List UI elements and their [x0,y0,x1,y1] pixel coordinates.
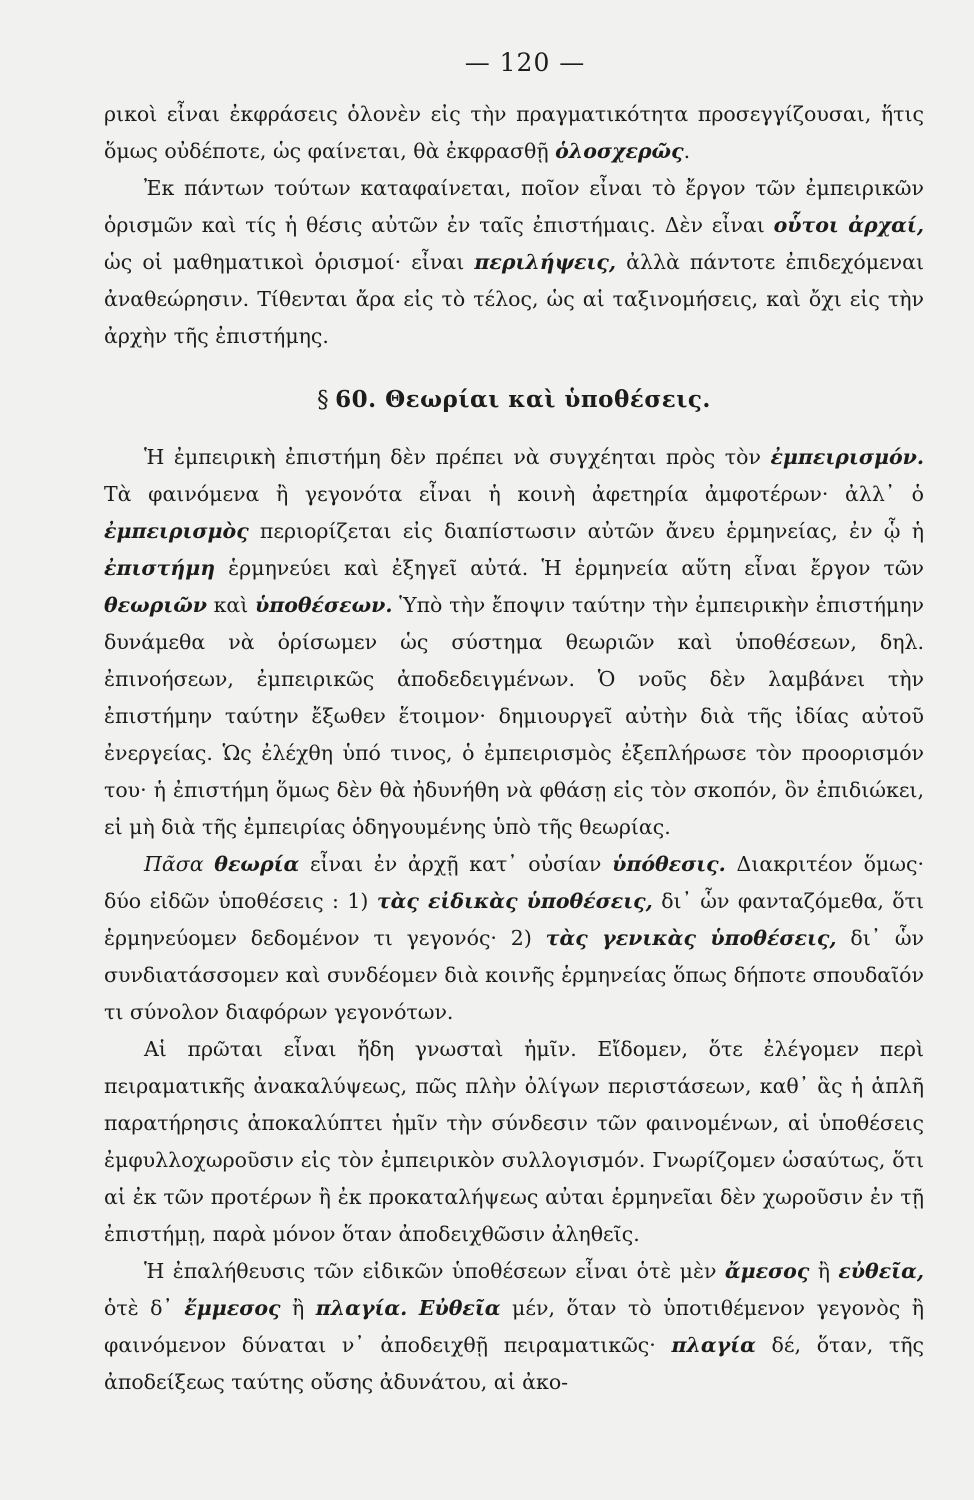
section-heading [104,381,924,419]
emphasized-term: ἔμμεσος [184,1296,281,1320]
emphasized-term: θεωρία [214,852,300,876]
text-run: Ἡ ἐμπειρικὴ ἐπιστήμη δὲν πρέπει νὰ συγχέηται πρὸς τὸν [144,445,771,469]
text-run: ὁτὲ δ᾽ [104,1296,185,1320]
emphasized-term: ἄμεσος [724,1259,810,1283]
text-run: μέν, ὅταν τὸ ὑποτιθέμενον γεγονὸς ἢ φαινόμενον δύναται ν᾽ ἀποδειχθῇ πειραματικῶς· [104,1296,924,1357]
text-run [204,852,215,876]
emphasized-term: οὗτοι ἀρχαί, [773,213,924,237]
emphasized-term: πλαγία. [315,1296,408,1320]
text-run: δέ, ὅταν, τῆς ἀποδείξεως ταύτης οὔσης ἀδυνάτου, αἱ ἀκο- [104,1333,924,1394]
text-run: περιορίζεται εἰς διαπίστωσιν αὐτῶν ἄνευ ἑρμηνείας, ἐν ᾧ ἡ [248,519,924,543]
emphasized-term: εὐθεῖα, [838,1259,924,1283]
text-run: δι᾽ ὧν συνδιατάσσομεν καὶ συνδέομεν διὰ κοινῆς ἑρμηνείας ὅπως δήποτε σπουδαῖόν τι σύνολον διαφόρων γεγονότων. [104,926,925,1024]
emphasized-term: ἐπιστήμη [104,556,216,580]
paragraph [104,96,924,170]
emphasized-term: ἐμπειρισμόν. [770,445,924,469]
emphasized-term: πλαγία [671,1333,756,1357]
emphasized-term: ὁλοσχερῶς [555,139,684,163]
text-run: ὡς οἱ μαθηματικοὶ ὁρισμοί· εἶναι [104,250,475,274]
paragraph [104,170,924,355]
emphasized-term: ὑποθέσεων. [254,593,393,617]
paragraph [104,1031,924,1253]
paragraph [104,1253,924,1401]
emphasized-term: ἐμπειρισμὸς [104,519,249,543]
text-run: ἢ [280,1296,316,1320]
emphasized-term: θεωριῶν [104,593,207,617]
text-run: καὶ [206,593,255,617]
text-run: ἀλλὰ πάντοτε ἐπιδεχόμεναι ἀναθεώρησιν. Τίθενται ἄρα εἰς τὸ τέλος, ὡς αἱ ταξινομήσεις, καὶ ὄχι εἰς τὴν ἀρχὴν τῆς ἐπιστήμης. [104,250,924,348]
text-run: ἢ [809,1259,839,1283]
text-run [407,1296,419,1320]
paragraph [104,846,924,1031]
text-run: Ἐκ πάντων τούτων καταφαίνεται, ποῖον εἶναι τὸ ἔργον τῶν ἐμπειρικῶν ὁρισμῶν καὶ τίς ἡ θέσις αὐτῶν ἐν ταῖς ἐπιστήμαις. Δὲν εἶναι [104,176,924,237]
text-run: ρικοὶ εἶναι ἐκφράσεις ὁλονὲν εἰς τὴν πραγματικότητα προσεγγίζουσαι, ἥτις ὅμως οὐδέποτε, ὡς φαίνεται, θὰ ἐκφρασθῇ [104,102,924,163]
text-run: Ὑπὸ τὴν ἔποψιν ταύτην τὴν ἐμπειρικὴν ἐπιστήμην δυνάμεθα νὰ ὁρίσωμεν ὡς σύστημα θεωριῶν καὶ ὑποθέσεων, δηλ. ἐπινοήσεων, ἐμπειρικῶς ἀποδεδειγμένων. Ὁ νοῦς δὲν λαμβάνει τὴν ἐπιστήμην ταύτην ἔξωθεν ἕτοιμον· δημιουργεῖ αὐτὴν διὰ τῆς ἰδίας αὐτοῦ ἐνεργείας. Ὡς ἐλέχθη ὑπό τινος, ὁ ἐμπειρισμὸς ἐξεπλήρωσε τὸν προορισμόν του· ἡ ἐπιστήμη ὅμως δὲν θὰ ἠδυνήθη νὰ φθάσῃ εἰς τὸν σκοπόν, ὃν ἐπιδιώκει, εἰ μὴ διὰ τῆς ἐμπειρίας ὁδηγουμένης ὑπὸ τῆς θεωρίας. [104,593,924,839]
emphasized-term: τὰς γενικὰς ὑποθέσεις, [545,926,837,950]
page-number: — 120 — [464,48,586,77]
text-run: Αἱ πρῶται εἶναι ἤδη γνωσταὶ ἡμῖν. Εἴδομεν, ὅτε ἐλέγομεν περὶ πειραματικῆς ἀνακαλύψεως, πῶς πλὴν ὀλίγων περιστάσεων, καθ᾽ ἃς ἡ ἁπλῆ παρατήρησις ἀποκαλύπτει ἡμῖν τὴν σύνδεσιν τῶν φαινομένων, αἱ ὑποθέσεις ἐμφυλλοχωροῦσιν εἰς τὸν ἐμπειρικὸν συλλογισμόν. Γνωρίζομεν ὡσαύτως, ὅτι αἱ ἐκ τῶν προτέρων ἢ ἐκ προκαταλήψεως αὐται ἑρμηνεῖαι δὲν χωροῦσιν ἐν τῇ ἐπιστήμῃ, παρὰ μόνον ὅταν ἀποδειχθῶσιν ἀληθεῖς. [104,1037,924,1246]
paragraph [104,439,924,846]
emphasized-term: περιλήψεις, [474,250,616,274]
text-run: ἑρμηνεύει καὶ ἐξηγεῖ αὐτά. Ἡ ἑρμηνεία αὕτη εἶναι ἔργον τῶν [215,556,924,580]
text-run: δι᾽ ὧν φανταζόμεθα, ὅτι ἑρμηνεύομεν δεδομένον τι γεγονός· 2) [104,889,924,950]
emphasized-term: Εὐθεῖα [418,1296,501,1320]
emphasized-term: ὑπόθεσις. [612,852,726,876]
text-run: 60. Θεωρίαι καὶ ὑποθέσεις. [335,386,711,413]
text-run: εἶναι ἐν ἀρχῇ κατ᾽ οὐσίαν [299,852,613,876]
text-run: Ἡ ἐπαλήθευσις τῶν εἰδικῶν ὑποθέσεων εἶναι ὁτὲ μὲν [144,1259,725,1283]
emphasized-term: τὰς εἰδικὰς ὑποθέσεις, [376,889,653,913]
text-run: Τὰ φαινόμενα ἢ γεγονότα εἶναι ἡ κοινὴ ἀφετηρία ἀμφοτέρων· ἀλλ᾽ ὁ [104,482,924,506]
text-run: . [683,139,691,163]
body-text [104,96,924,1401]
section-sign: § [317,387,330,413]
text-run: Διακριτέον ὅμως· δύο εἰδῶν ὑποθέσεις : 1) [104,852,924,913]
italic-word: Πᾶσα [144,852,204,876]
